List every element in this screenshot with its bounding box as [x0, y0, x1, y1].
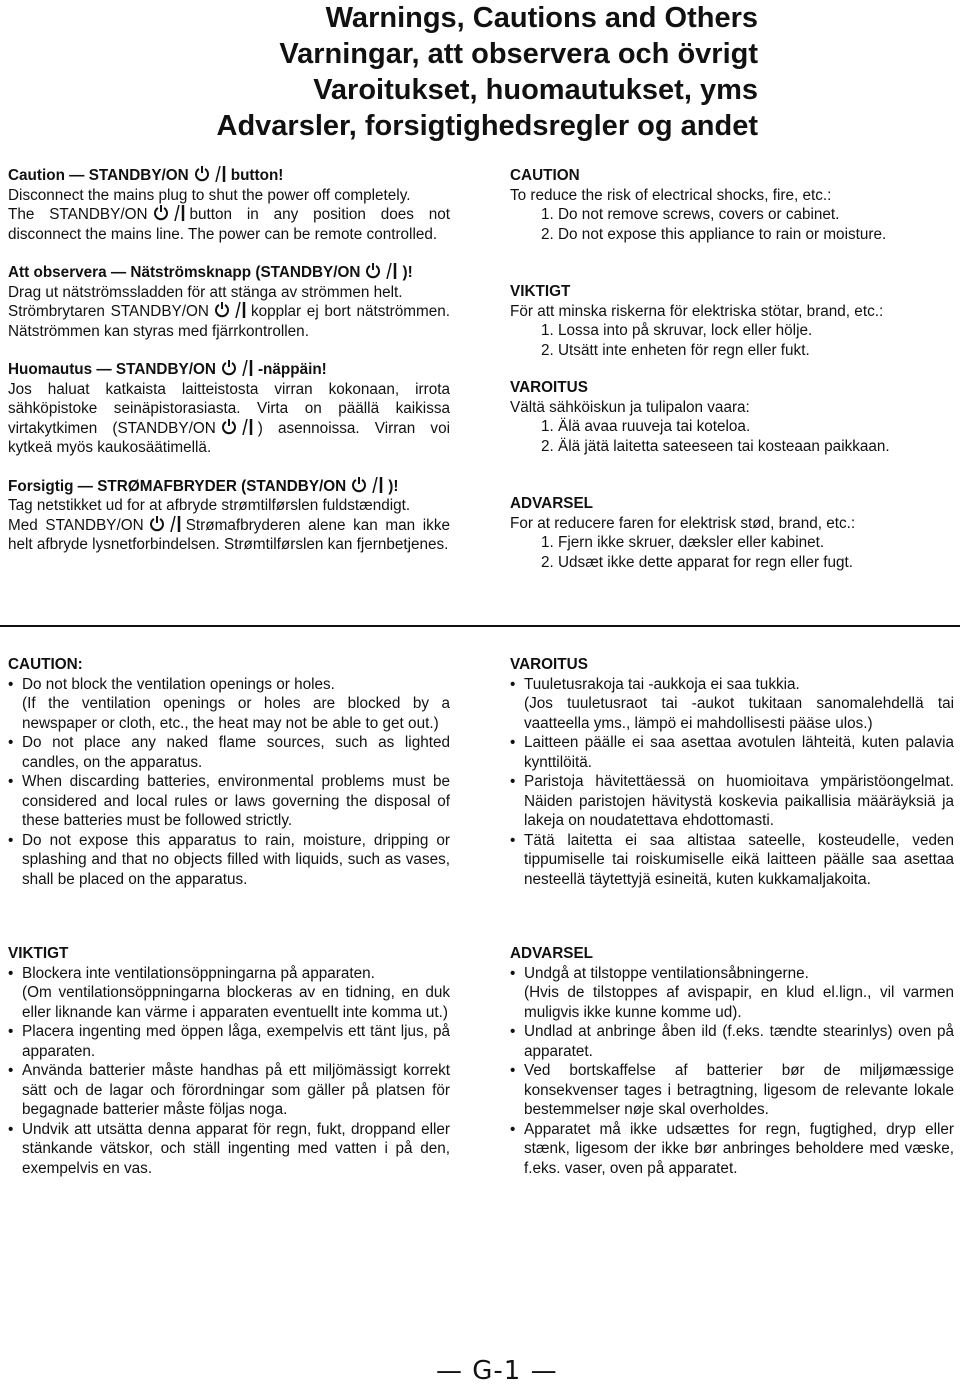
list-item: • Laitteen päälle ei saa asettaa avotulen lähteitä, kuten palavia kynttilöitä.: [510, 733, 954, 772]
bullet-list: [8, 964, 450, 1179]
page-titles: [217, 0, 758, 144]
body-text: Jos haluat katkaista laitteistosta virran kokonaan, irrota sähköpistoke seinäpistorasiasta. Virta on päällä kaikissa virtakytkimen (STANDBY/ON ) asennoissa. Virran voi kytkeä myös kaukosäätimellä.: [8, 380, 450, 456]
caution-en: [8, 655, 450, 889]
standby-on-icon: [220, 360, 254, 376]
standby-warning-sv: [8, 263, 450, 341]
bullet-list: [8, 675, 450, 890]
section-heading: ADVARSEL: [510, 945, 594, 962]
list-item-note: (Jos tuuletusraot tai -aukot tukitaan sanomalehdellä tai vaatteella yms., lämpö ei mahdollisesti pääse ulos.): [524, 695, 954, 732]
body-text: Strömbrytaren STANDBY/ON kopplar ej bort nätströmmen. Nätströmmen kan styras med fjärrkontrollen.: [8, 303, 450, 340]
section-heading: VAROITUS: [510, 379, 588, 396]
list-item: 2. Do not expose this appliance to rain or moisture.: [541, 225, 887, 243]
shock-warnings-column: [510, 166, 950, 591]
body-text: To reduce the risk of electrical shocks, fire, etc.:: [510, 186, 832, 204]
caution-fi: [510, 655, 954, 889]
section-heading: ADVARSEL: [510, 495, 594, 512]
list-item: 1. Fjern ikke skruer, dæksler eller kabinet.: [541, 534, 825, 551]
standby-warning-da: [8, 477, 450, 555]
list-item: • Använda batterier måste handhas på ett miljömässigt korrekt sätt och de lagar och förordningar som gäller på platsen för begagnade batterier måste följas noga.: [8, 1061, 450, 1120]
list-item: • Blockera inte ventilationsöppningarna på apparaten. (Om ventilationsöppningarna blockeras av en tidning, en duk eller liknande kan värme i apparaten eventuellt inte komma ut.): [8, 964, 450, 1023]
section-divider: [0, 625, 960, 627]
section-heading: VIKTIGT: [510, 283, 571, 300]
standby-on-icon: [213, 302, 247, 318]
list-item-note: (Hvis de tilstoppes af avispapir, en klud el.lign., vil varmen muligvis ikke kunne komme ud).: [524, 984, 954, 1021]
body-text: The STANDBY/ON button in any position does not disconnect the mains line. The power can be remote controlled.: [8, 206, 450, 243]
list-item: 2. Udsæt ikke dette apparat for regn eller fugt.: [541, 553, 854, 571]
standby-warning-en: [8, 166, 450, 244]
bullet-list: [510, 964, 954, 1179]
list-item: • Ved bortskaffelse af batterier bør de miljømæssige konsekvenser tages i betragtning, ligesom de relevante lokale bestemmelser nøje skal overholdes.: [510, 1061, 954, 1120]
section-heading: CAUTION: [510, 167, 580, 184]
list-item-note: (If the ventilation openings or holes are blocked by a newspaper or cloth, etc., the heat may not be able to get out.): [22, 695, 450, 732]
page-number: — G-1 —: [436, 1356, 558, 1386]
section-heading: Caution — STANDBY/ON button!: [8, 167, 284, 184]
standby-on-icon: [220, 419, 254, 435]
list-item: 1. Älä avaa ruuveja tai koteloa.: [541, 418, 751, 435]
shock-warning-en: [510, 166, 950, 244]
title-finnish: Varoitukset, huomautukset, yms: [313, 74, 758, 106]
body-text: Med STANDBY/ON Strømafbryderen alene kan man ikke helt afbryde lysnetforbindelsen. Strømtilførslen kan fjernbetjenes.: [8, 516, 450, 553]
caution-sv: [8, 944, 450, 1178]
title-swedish: Varningar, att observera och övrigt: [279, 38, 758, 70]
title-danish: Advarsler, forsigtighedsregler og andet: [216, 110, 758, 142]
list-item: • When discarding batteries, environmental problems must be considered and local rules or laws governing the disposal of these batteries must be followed strictly.: [8, 772, 450, 831]
list-item: 1. Do not remove screws, covers or cabinet.: [541, 206, 840, 223]
body-text: Vältä sähköiskun ja tulipalon vaara:: [510, 398, 750, 416]
list-item: • Undvik att utsätta denna apparat för regn, fukt, droppand eller stänkande vätskor, och ställ ingenting med vatten i på den, exempelvis en vas.: [8, 1120, 450, 1179]
section-heading: Huomautus — STANDBY/ON -näppäin!: [8, 361, 327, 378]
standby-on-icon: [193, 166, 227, 182]
list-item: • Tätä laitetta ei saa altistaa sateelle, kosteudelle, veden tippumiselle tai roiskumiselle eikä laitteen päälle saa asettaa nesteellä täytettyjä esineitä, kuten kukkamaljakoita.: [510, 831, 954, 890]
shock-warning-fi: [510, 378, 950, 456]
list-item: 2. Älä jätä laitetta sateeseen tai kosteaan paikkaan.: [541, 437, 890, 455]
shock-warning-sv: [510, 282, 950, 360]
list-item: • Do not expose this apparatus to rain, moisture, dripping or splashing and that no objects filled with liquids, such as vases, shall be placed on the apparatus.: [8, 831, 450, 890]
standby-warning-fi: [8, 360, 450, 458]
standby-on-icon: [152, 205, 186, 221]
list-item: • Placera ingenting med öppen låga, exempelvis ett tänt ljus, på apparaten.: [8, 1022, 450, 1061]
list-item: • Do not block the ventilation openings or holes. (If the ventilation openings or holes are blocked by a newspaper or cloth, etc., the heat may not be able to get out.): [8, 675, 450, 734]
list-item: • Undlad at anbringe åben ild (f.eks. tændte stearinlys) oven på apparatet.: [510, 1022, 954, 1061]
list-item: • Paristoja hävitettäessä on huomioitava ympäristöongelmat. Näiden paristojen hävitystä koskevia paikallisia määräyksiä ja lakeja on noudatettava ehdottomasti.: [510, 772, 954, 831]
list-item-note: (Om ventilationsöppningarna blockeras av en tidning, en duk eller liknande kan värme i apparaten eventuellt inte komma ut.): [22, 984, 450, 1021]
body-text: Tag netstikket ud for at afbryde strømtilførslen fuldstændigt.: [8, 497, 411, 514]
list-item: • Apparatet må ikke udsættes for regn, fugtighed, dryp eller stænk, ligesom der ikke bør anbringes beholdere med væske, f.eks. vaser, oven på apparatet.: [510, 1120, 954, 1179]
body-text: Disconnect the mains plug to shut the power off completely.: [8, 186, 411, 204]
body-text: För att minska riskerna för elektriska stötar, brand, etc.:: [510, 302, 884, 320]
standby-on-icon: [350, 477, 384, 493]
section-heading: VAROITUS: [510, 656, 588, 673]
list-item: 1. Lossa into på skruvar, lock eller hölje.: [541, 322, 813, 339]
title-english: Warnings, Cautions and Others: [325, 2, 758, 34]
standby-warnings-column: [8, 166, 450, 574]
list-item: • Do not place any naked flame sources, such as lighted candles, on the apparatus.: [8, 733, 450, 772]
section-heading: CAUTION:: [8, 656, 83, 673]
list-item: • Tuuletusrakoja tai -aukkoja ei saa tukkia. (Jos tuuletusraot tai -aukot tukitaan sanomalehdellä tai vaatteella yms., lämpö ei mahdollisesti pääse ulos.): [510, 675, 954, 734]
section-heading: VIKTIGT: [8, 945, 69, 962]
standby-on-icon: [148, 516, 182, 532]
body-text: For at reducere faren for elektrisk stød, brand, etc.:: [510, 514, 856, 532]
list-item: • Undgå at tilstoppe ventilationsåbningerne. (Hvis de tilstoppes af avispapir, en klud el.lign., vil varmen muligvis ikke kunne komme ud).: [510, 964, 954, 1023]
section-heading: Att observera — Nätströmsknapp (STANDBY/ON )!: [8, 264, 413, 281]
list-item: 2. Utsätt inte enheten för regn eller fukt.: [541, 341, 810, 359]
bullet-list: [510, 675, 954, 890]
standby-on-icon: [364, 263, 398, 279]
shock-warning-da: [510, 494, 950, 572]
body-text: Drag ut nätströmssladden för att stänga av strömmen helt.: [8, 283, 403, 301]
section-heading: Forsigtig — STRØMAFBRYDER (STANDBY/ON )!: [8, 477, 399, 495]
caution-da: [510, 944, 954, 1178]
